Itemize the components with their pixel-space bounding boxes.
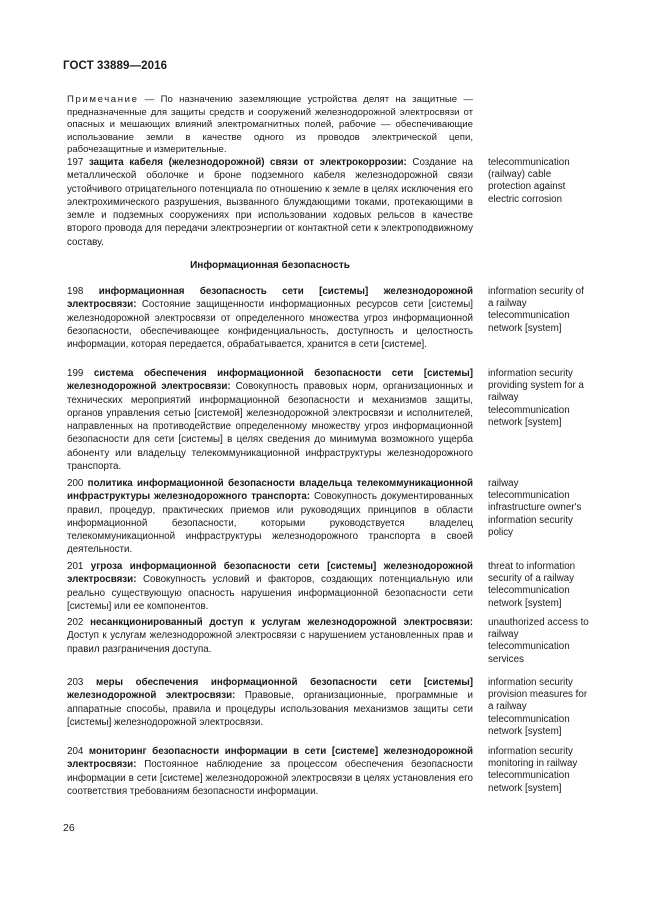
term-definition: Создание на металлической оболочке и броне подземного кабеля железнодорожной связи устойчивого отрицательного потенциала по отношению к земле в целях исключения его электрохимического разрушения, вызванного блуждающими токами, протекающими в земле и подземных сооружениях при использовании ходовых рельсов в качестве второго провода для передачи электроэнергии от контактной сети к электроподвижному составу. — [67, 157, 473, 248]
term-entry-198 — [67, 285, 473, 351]
term-number: 199 — [67, 368, 84, 379]
term-number: 202 — [67, 617, 84, 628]
term-definition: Доступ к услугам железнодорожной электросвязи с нарушением установленных прав и правил разграничения доступа. — [67, 630, 473, 655]
term-number: 197 — [67, 157, 84, 168]
term-title: политика информационной безопасности владельца телекоммуникационной инфраструктуры железнодорожного транспорта: — [67, 478, 473, 503]
term-entry-202 — [67, 616, 473, 656]
term-number: 203 — [67, 677, 84, 688]
note-text: — По назначению заземляющие устройства делят на защитные — предназначенные для защиты средств и сооружений железнодорожной электросвязи от опасных и мешающих влияний электромагнитных полей, рабочие — обеспечивающие использование земли в качестве одного из проводов электрической цепи, рабочезащитные и измерительные. — [67, 94, 473, 156]
english-equivalent-200: railway telecommunication infrastructure owner's information security policy — [488, 478, 582, 538]
term-entry-204 — [67, 745, 473, 798]
term-title: меры обеспечения информационной безопасности сети [системы] железнодорожной электросвязи: — [67, 677, 474, 702]
english-equivalent-204: information security monitoring in railway telecommunication network [system] — [488, 746, 578, 794]
term-title: система обеспечения информационной безопасности сети [системы] железнодорожной электросвязи: — [67, 368, 473, 393]
term-title: защита кабеля (железнодорожной) связи от электрокоррозии: — [88, 157, 407, 168]
term-entry-197 — [67, 156, 473, 249]
term-number: 201 — [67, 561, 84, 572]
term-definition: Совокупность условий и факторов, создающих потенциальную или реально существующую опасность нарушения информационной безопасности сети [системы] или ее компонентов. — [67, 574, 473, 612]
term-number: 198 — [67, 286, 84, 297]
english-equivalent-199: information security providing system for a railway telecommunication network [system] — [488, 368, 584, 428]
term-title: мониторинг безопасности информации в сети [системе] железнодорожной электросвязи: — [67, 746, 473, 771]
term-title: несанкционированный доступ к услугам железнодорожной электросвязи: — [90, 617, 473, 628]
english-equivalent-198: information security of a railway telecommunication network [system] — [488, 286, 584, 334]
term-definition: Совокупность документированных правил, процедур, практических приемов или руководящих принципов в области информационной безопасности, которыми руководствуется владелец телекоммуникационной инфраструктуры железнодорожного транспорта в своей деятельности. — [67, 491, 473, 556]
note-paragraph — [67, 94, 473, 157]
english-equivalent-197: telecommunication (railway) cable protection against electric corrosion — [488, 157, 570, 205]
term-number: 200 — [67, 478, 84, 489]
term-definition: Постоянное наблюдение за процессом обеспечения безопасности информации в сети [системе] железнодорожной электросвязи в целях установления его соответствия требованиям безопасности информации. — [67, 759, 473, 797]
section-title: Информационная безопасность — [190, 260, 350, 271]
english-equivalent-201: threat to information security of a railway telecommunication network [system] — [488, 561, 576, 609]
term-definition: Совокупность правовых норм, организационных и технических мероприятий информационной безопасности и механизмов защиты, органов управления сетью [системой] железнодорожной электросвязи и исполнителей, направленных на противодействие определенному множеству угроз информационной безопасности для сети [системы] в целях сведения до минимума возможного ущерба абоненту или владельцу телекоммуникационной инфраструктуры железнодорожного транспорта. — [67, 381, 473, 473]
term-title: информационная безопасность сети [системы] железнодорожной электросвязи: — [67, 286, 473, 311]
term-number: 204 — [67, 746, 84, 757]
note-label: Примечание — [67, 94, 139, 105]
english-equivalent-202: unauthorized access to railway telecommunication services — [488, 617, 589, 665]
term-entry-203 — [67, 676, 473, 729]
document-header: ГОСТ 33889—2016 — [63, 60, 168, 72]
term-entry-199 — [67, 367, 473, 473]
term-entry-200 — [67, 477, 473, 557]
english-equivalent-203: information security provision measures for a railway telecommunication network [system] — [488, 677, 588, 737]
term-entry-201 — [67, 560, 473, 613]
page-number: 26 — [63, 822, 75, 834]
term-title: угроза информационной безопасности сети [системы] железнодорожной электросвязи: — [67, 561, 473, 586]
term-definition: Правовые, организационные, программные и аппаратные способы, правила и процедуры использования механизмов защиты сети [системы] железнодорожной электросвязи. — [67, 690, 473, 728]
term-definition: Состояние защищенности информационных ресурсов сети [системы] железнодорожной электросвязи от определенного множества угроз информационной безопасности, обеспечивающее конфиденциальность, доступность и целостность информации, которая передается, обрабатывается, хранится в сети [системе]. — [67, 299, 473, 351]
